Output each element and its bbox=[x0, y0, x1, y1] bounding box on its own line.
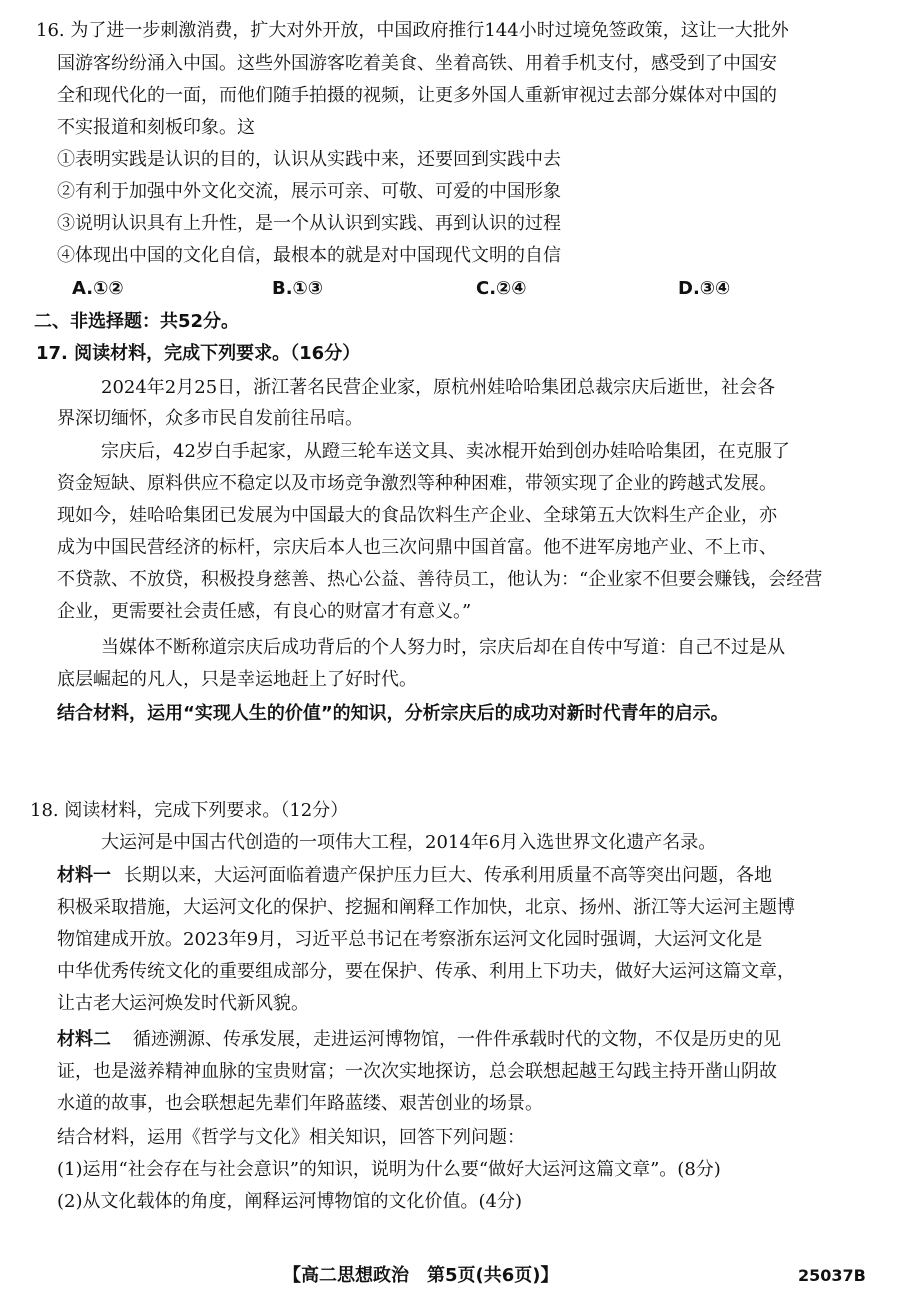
q16-option-d: D.③④ bbox=[678, 278, 731, 299]
q16-statement-3: ③说明认识具有上升性，是一个从认识到实践、再到认识的过程 bbox=[57, 213, 561, 234]
q18-title: 18. 阅读材料，完成下列要求。（12分） bbox=[30, 800, 349, 821]
q17-line-10: 底层崛起的凡人，只是幸运地赶上了好时代。 bbox=[57, 669, 417, 690]
q16-statement-1: ①表明实践是认识的目的，认识从实践中来，还要回到实践中去 bbox=[57, 149, 561, 170]
q17-line-7: 不贷款、不放贷，积极投身慈善、热心公益、善待员工，他认为：“企业家不但要会赚钱，会经营 bbox=[57, 569, 823, 590]
q18-material-1-label: 材料一 bbox=[57, 865, 111, 886]
q17-line-2: 界深切缅怀，众多市民自发前往吊唁。 bbox=[57, 408, 363, 429]
paper-code: 25037B bbox=[798, 1266, 866, 1285]
q17-line-9: 当媒体不断称道宗庆后成功背后的个人努力时，宗庆后却在自传中写道：自己不过是从 bbox=[101, 637, 785, 658]
q16-option-c: C.②④ bbox=[476, 278, 527, 299]
q17-line-8: 企业，更需要社会责任感，有良心的财富才有意义。” bbox=[57, 601, 472, 622]
q18-material-2-label: 材料二 bbox=[57, 1029, 111, 1050]
q16-line-1: 16. 为了进一步刺激消费，扩大对外开放，中国政府推行144小时过境免签政策，这让一大批外 bbox=[36, 20, 789, 41]
q18-material-2-line-3: 水道的故事，也会联想起先辈们年路蓝缕、艰苦创业的场景。 bbox=[57, 1093, 543, 1114]
q17-task: 结合材料，运用“实现人生的价值”的知识，分析宗庆后的成功对新时代青年的启示。 bbox=[57, 703, 729, 724]
q16-statement-2: ②有利于加强中外文化交流，展示可亲、可敬、可爱的中国形象 bbox=[57, 181, 561, 202]
q17-line-6: 成为中国民营经济的标杆，宗庆后本人也三次问鼎中国首富。他不进军房地产业、不上市、 bbox=[57, 537, 777, 558]
q18-task-intro: 结合材料，运用《哲学与文化》相关知识，回答下列问题： bbox=[57, 1127, 525, 1148]
q18-subquestion-2: (2)从文化载体的角度，阐释运河博物馆的文化价值。(4分) bbox=[57, 1191, 522, 1212]
q17-line-5: 现如今，娃哈哈集团已发展为中国最大的食品饮料生产企业、全球第五大饮料生产企业，亦 bbox=[57, 505, 777, 526]
q18-subquestion-1: (1)运用“社会存在与社会意识”的知识，说明为什么要“做好大运河这篇文章”。(8分) bbox=[57, 1159, 721, 1180]
q18-material-2-line-2: 证，也是滋养精神血脉的宝贵财富；一次次实地探访，总会联想起越王勾践主持开凿山阴故 bbox=[57, 1061, 777, 1082]
q16-option-a: A.①② bbox=[72, 278, 124, 299]
q16-option-b: B.①③ bbox=[272, 278, 324, 299]
q17-title: 17. 阅读材料，完成下列要求。（16分） bbox=[36, 343, 361, 364]
q18-intro: 大运河是中国古代创造的一项伟大工程，2014年6月入选世界文化遗产名录。 bbox=[101, 832, 717, 853]
q18-material-1-line-4: 中华优秀传统文化的重要组成部分，要在保护、传承、利用上下功夫，做好大运河这篇文章， bbox=[57, 961, 795, 982]
q16-line-4: 不实报道和刻板印象。这 bbox=[57, 117, 255, 138]
q16-line-3: 全和现代化的一面，而他们随手拍摄的视频，让更多外国人重新审视过去部分媒体对中国的 bbox=[57, 85, 777, 106]
q18-material-1-line-1: 长期以来，大运河面临着遗产保护压力巨大、传承利用质量不高等突出问题，各地 bbox=[124, 865, 772, 886]
q16-statement-4: ④体现出中国的文化自信，最根本的就是对中国现代文明的自信 bbox=[57, 245, 561, 266]
q17-line-4: 资金短缺、原料供应不稳定以及市场竞争激烈等种种困难，带领实现了企业的跨越式发展。 bbox=[57, 473, 777, 494]
page-footer: 【高二思想政治 第5页(共6页)】 bbox=[283, 1265, 559, 1286]
q18-material-1-line-5: 让古老大运河焕发时代新风貌。 bbox=[57, 993, 309, 1014]
q18-material-1-line-3: 物馆建成开放。2023年9月，习近平总书记在考察浙东运河文化园时强调，大运河文化是 bbox=[57, 929, 763, 950]
q18-material-2-line-1: 循迹溯源、传承发展，走进运河博物馆，一件件承载时代的文物，不仅是历史的见 bbox=[133, 1029, 781, 1050]
q16-line-2: 国游客纷纷涌入中国。这些外国游客吃着美食、坐着高铁、用着手机支付，感受到了中国安 bbox=[57, 53, 777, 74]
section-heading: 二、非选择题：共52分。 bbox=[34, 311, 240, 332]
q18-material-1-line-2: 积极采取措施，大运河文化的保护、挖掘和阐释工作加快，北京、扬州、浙江等大运河主题博 bbox=[57, 897, 795, 918]
q17-line-1: 2024年2月25日，浙江著名民营企业家，原杭州娃哈哈集团总裁宗庆后逝世，社会各 bbox=[101, 377, 776, 398]
q17-line-3: 宗庆后，42岁白手起家，从蹬三轮车送文具、卖冰棍开始到创办娃哈哈集团，在克服了 bbox=[101, 441, 790, 462]
